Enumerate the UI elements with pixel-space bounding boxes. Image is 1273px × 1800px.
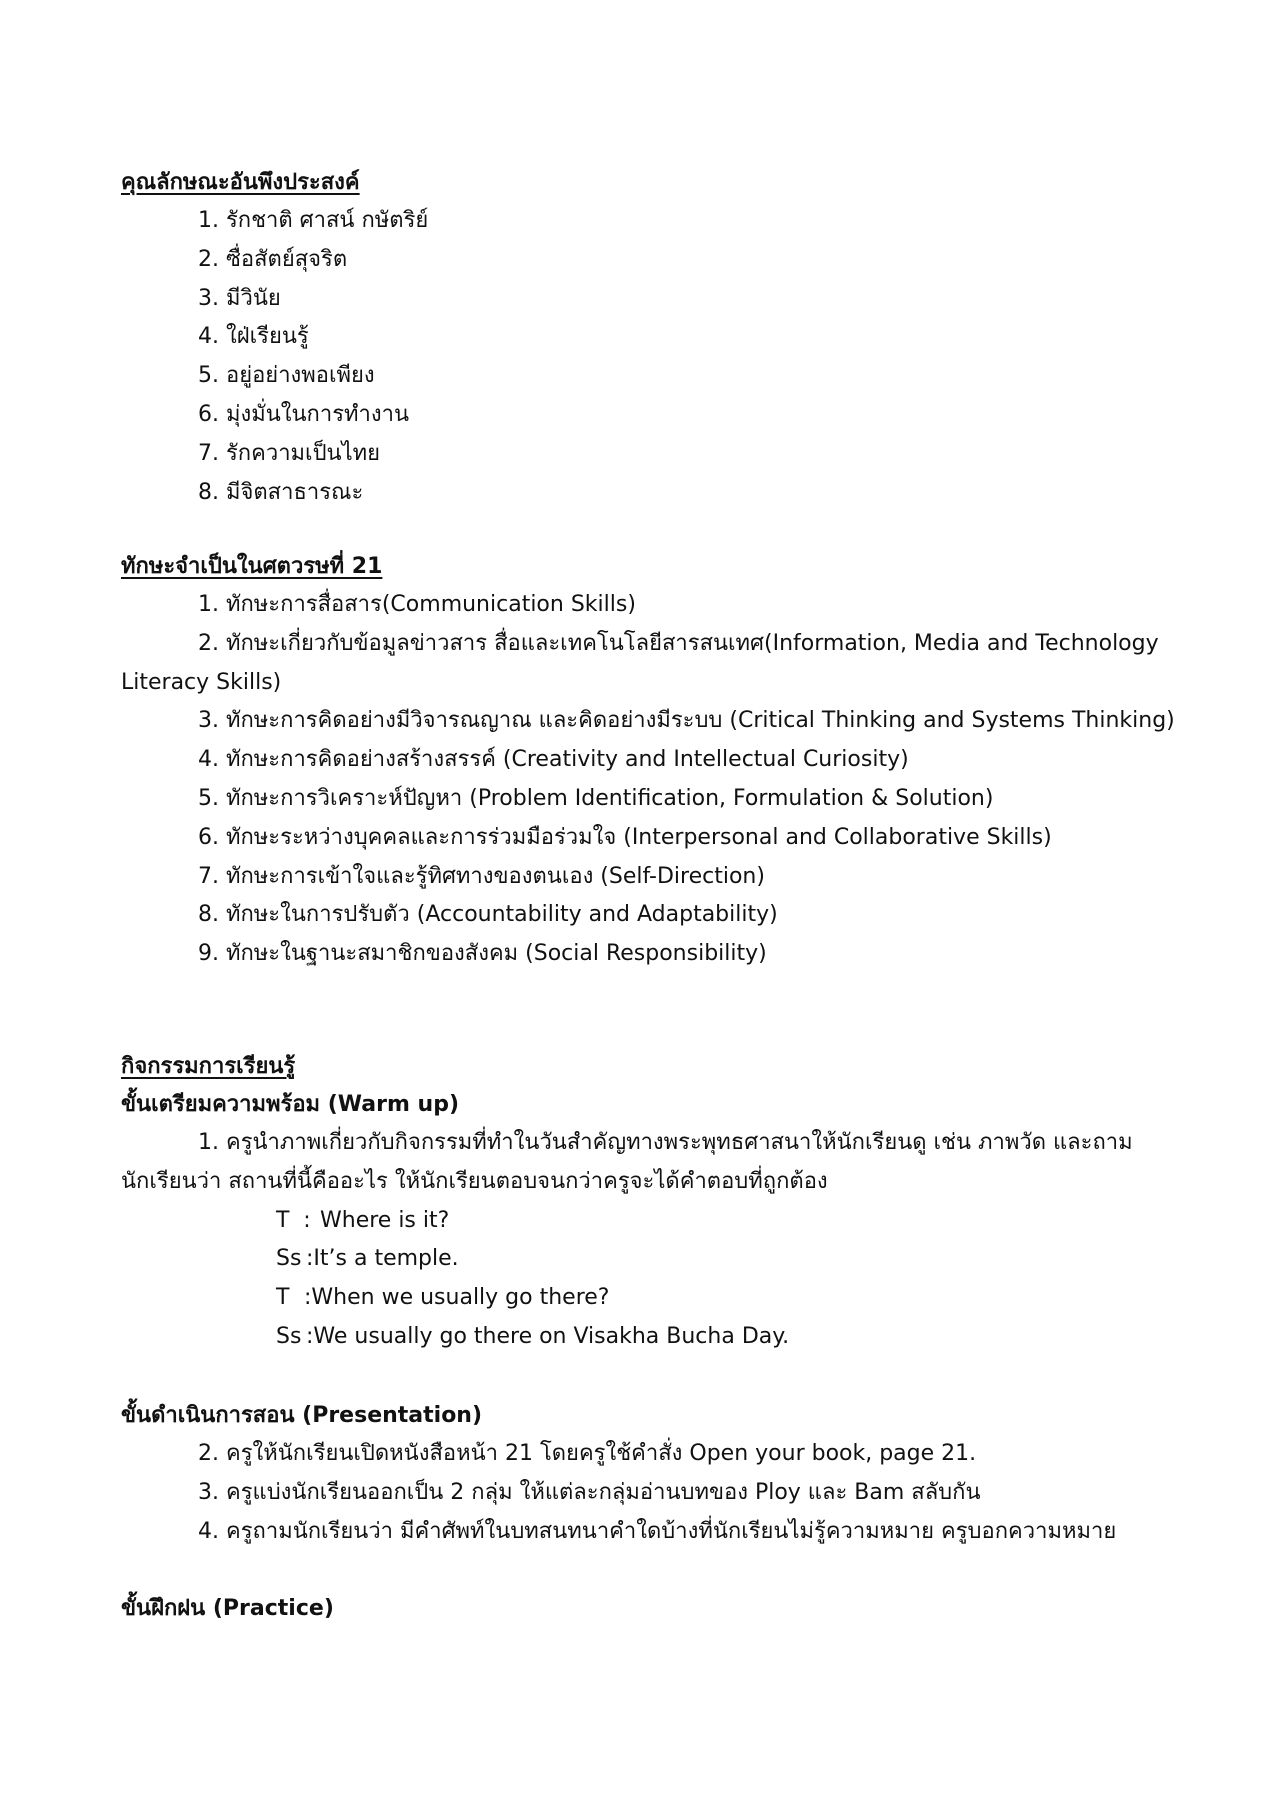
practice-heading: ขั้นฝึกฝน (Practice) [121, 1596, 334, 1621]
dialog-text: It’s a temple. [313, 1246, 459, 1272]
dialog-speaker: Ss [276, 1323, 302, 1349]
warmup-step-continuation: นักเรียนว่า สถานที่นี้คืออะไร ให้นักเรียนตอบจนกว่าครูจะได้คำตอบที่ถูกต้อง [121, 1168, 828, 1194]
skills-21st-heading: ทักษะจำเป็นในศตวรษที่ 21 [121, 554, 383, 579]
list-item-continuation: Literacy Skills) [121, 669, 282, 695]
presentation-step: 3. ครูแบ่งนักเรียนออกเป็น 2 กลุ่ม ให้แต่ละกลุ่มอ่านบทของ Ploy และ Bam สลับกัน [198, 1479, 981, 1505]
list-item: 6. มุ่งมั่นในการทำงาน [198, 401, 410, 427]
presentation-step: 2. ครูให้นักเรียนเปิดหนังสือหน้า 21 โดยครูใช้คำสั่ง Open your book, page 21. [198, 1441, 977, 1466]
dialog-line [121, 1202, 1161, 1241]
dialog-separator: : [304, 1285, 312, 1311]
presentation-heading: ขั้นดำเนินการสอน (Presentation) [121, 1403, 483, 1428]
dialog-speaker: Ss [276, 1246, 302, 1272]
dialog-text: We usually go there on Visakha Bucha Day. [313, 1323, 790, 1349]
skills-21st-section [121, 548, 1175, 974]
presentation-step: 4. ครูถามนักเรียนว่า มีคำศัพท์ในบทสนทนาคำใดบ้างที่นักเรียนไม่รู้ความหมาย ครูบอกความหมาย [198, 1518, 1117, 1544]
dialog-separator: : [303, 1207, 311, 1233]
list-item: 1. ทักษะการสื่อสาร(Communication Skills) [198, 592, 636, 617]
dialog-line [121, 1240, 1161, 1279]
desired-characteristics-heading: คุณลักษณะอันพึงประสงค์ [121, 170, 360, 195]
dialog-text: Where is it? [320, 1207, 450, 1233]
warmup-heading: ขั้นเตรียมความพร้อม (Warm up) [121, 1092, 459, 1117]
dialog-text: When we usually go there? [311, 1285, 610, 1311]
list-item: 3. ทักษะการคิดอย่างมีวิจารณญาณ และคิดอย่างมีระบบ (Critical Thinking and Systems Thinking) [198, 708, 1175, 734]
dialog-line [121, 1318, 1161, 1357]
list-item: 2. ทักษะเกี่ยวกับข้อมูลข่าวสาร สื่อและเทคโนโลยีสารสนเทศ(Information, Media and Technology [198, 630, 1159, 656]
dialog-separator: : [306, 1323, 314, 1349]
list-item: 7. รักความเป็นไทย [198, 440, 381, 466]
list-item: 1. รักชาติ ศาสน์ กษัตริย์ [198, 208, 429, 233]
warmup-step: 1. ครูนำภาพเกี่ยวกับกิจกรรมที่ทำในวันสำคัญทางพระพุทธศาสนาให้นักเรียนดู เช่น ภาพวัด และถาม [198, 1130, 1133, 1155]
practice-section [121, 1590, 1161, 1628]
list-item: 5. ทักษะการวิเคราะห์ปัญหา (Problem Identification, Formulation & Solution) [198, 785, 994, 811]
list-item: 8. มีจิตสาธารณะ [198, 479, 364, 505]
presentation-section [121, 1397, 1161, 1551]
dialog-line [121, 1279, 1161, 1318]
list-item: 6. ทักษะระหว่างบุคคลและการร่วมมือร่วมใจ (Interpersonal and Collaborative Skills) [198, 824, 1052, 850]
activities-heading: กิจกรรมการเรียนรู้ [121, 1054, 296, 1079]
list-item: 4. ทักษะการคิดอย่างสร้างสรรค์ (Creativity and Intellectual Curiosity) [198, 747, 909, 773]
list-item: 9. ทักษะในฐานะสมาชิกของสังคม (Social Responsibility) [198, 941, 767, 967]
list-item: 7. ทักษะการเข้าใจและรู้ทิศทางของตนเอง (Self-Direction) [198, 863, 765, 889]
list-item: 5. อยู่อย่างพอเพียง [198, 363, 375, 389]
desired-characteristics-section [121, 164, 1161, 512]
list-item: 3. มีวินัย [198, 285, 281, 311]
list-item: 8. ทักษะในการปรับตัว (Accountability and Adaptability) [198, 902, 778, 928]
activities-section [121, 1048, 1161, 1357]
list-item: 4. ใฝ่เรียนรู้ [198, 324, 309, 350]
dialog-separator: : [306, 1246, 314, 1272]
list-item: 2. ซื่อสัตย์สุจริต [198, 246, 348, 272]
dialog-speaker: T [276, 1207, 290, 1233]
dialog-speaker: T [276, 1285, 290, 1311]
